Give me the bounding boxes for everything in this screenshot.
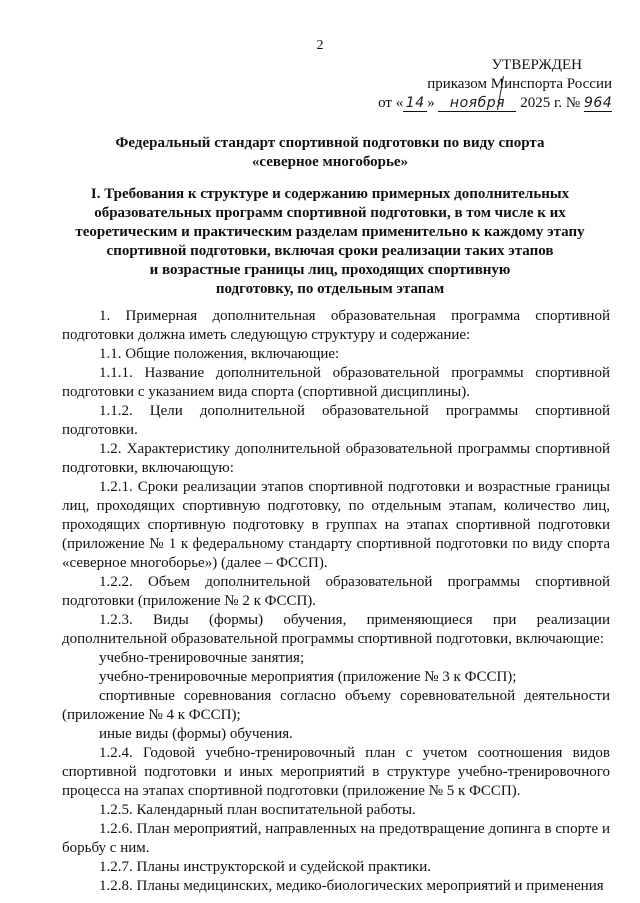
paragraph: 1.1.1. Название дополнительной образовательной программы спортивной подготовки с указанием вида спорта (спортивной дисциплины). bbox=[62, 365, 610, 400]
approval-block bbox=[352, 56, 612, 113]
paragraph: учебно-тренировочные занятия; bbox=[99, 650, 305, 666]
paragraph: 1.2.3. Виды (формы) обучения, применяющиеся при реализации дополнительной образовательной программы спортивной подготовки, включающие: bbox=[62, 612, 610, 647]
handwritten-order-number: 964 bbox=[584, 95, 613, 111]
date-mid: » bbox=[427, 95, 435, 111]
section-line: подготовку, по отдельным этапам bbox=[215, 281, 445, 297]
paragraph: иные виды (формы) обучения. bbox=[99, 726, 293, 742]
paragraph: 1.1. Общие положения, включающие: bbox=[99, 346, 340, 362]
paragraph: 1. Примерная дополнительная образовательная программа спортивной подготовки должна иметь следующую структуру и содержание: bbox=[62, 308, 610, 343]
paragraph: 1.2.2. Объем дополнительной образовательной программы спортивной подготовки (приложение № 2 к ФССП). bbox=[62, 574, 610, 609]
approval-order: приказом Минспорта России bbox=[427, 76, 612, 92]
section-line: спортивной подготовки, включая сроки реализации таких этапов bbox=[106, 243, 554, 259]
paragraph: 1.2.4. Годовой учебно-тренировочный план с учетом соотношения видов спортивной подготовки и иных мероприятий в структуре учебно-тренировочного процесса на этапах спортивной подготовки (приложение № 5 к ФССП). bbox=[62, 745, 610, 799]
paragraph: 1.2.8. Планы медицинских, медико-биологических мероприятий и применения bbox=[99, 878, 604, 894]
document-title bbox=[60, 134, 600, 172]
paragraph: 1.2. Характеристику дополнительной образовательной программы спортивной подготовки, включающую: bbox=[62, 441, 610, 476]
year-text: 2025 г. № bbox=[520, 95, 581, 111]
title-line: «северное многоборье» bbox=[251, 154, 409, 170]
handwritten-month: ноября bbox=[438, 96, 516, 112]
approved-heading: УТВЕРЖДЕН bbox=[491, 57, 582, 73]
paragraph: учебно-тренировочные мероприятия (приложение № 3 к ФССП); bbox=[99, 669, 517, 685]
approval-date-line bbox=[352, 94, 612, 113]
section-heading bbox=[60, 185, 600, 299]
paragraph: 1.2.6. План мероприятий, направленных на предотвращение допинга в спорте и борьбу с ним. bbox=[62, 821, 610, 856]
section-line: образовательных программ спортивной подготовки, в том числе к их bbox=[94, 205, 566, 221]
handwritten-day: 14 bbox=[403, 96, 427, 112]
paragraph: спортивные соревнования согласно объему соревновательной деятельности (приложение № 4 к ФССП); bbox=[62, 688, 610, 723]
document-body bbox=[62, 307, 610, 896]
paragraph: 1.2.5. Календарный план воспитательной работы. bbox=[99, 802, 416, 818]
date-prefix: от « bbox=[378, 95, 404, 111]
section-line: I. Требования к структуре и содержанию примерных дополнительных bbox=[90, 186, 570, 202]
section-line: теоретическим и практическим разделам применительно к каждому этапу bbox=[75, 224, 585, 240]
title-line: Федеральный стандарт спортивной подготовки по виду спорта bbox=[115, 135, 545, 151]
section-line: и возрастные границы лиц, проходящих спортивную bbox=[149, 262, 511, 278]
paragraph: 1.2.7. Планы инструкторской и судейской практики. bbox=[99, 859, 431, 875]
page-number: 2 bbox=[316, 38, 324, 53]
paragraph: 1.2.1. Сроки реализации этапов спортивной подготовки и возрастные границы лиц, проходящих спортивную подготовку, по отдельным этапам, количество лиц, проходящих спортивную подготовку в группах на этапах спортивной подготовки (приложение № 1 к федеральному стандарту спортивной подготовки по виду спорта «северное многоборье») (далее – ФССП). bbox=[62, 479, 610, 571]
paragraph: 1.1.2. Цели дополнительной образовательной программы спортивной подготовки. bbox=[62, 403, 610, 438]
